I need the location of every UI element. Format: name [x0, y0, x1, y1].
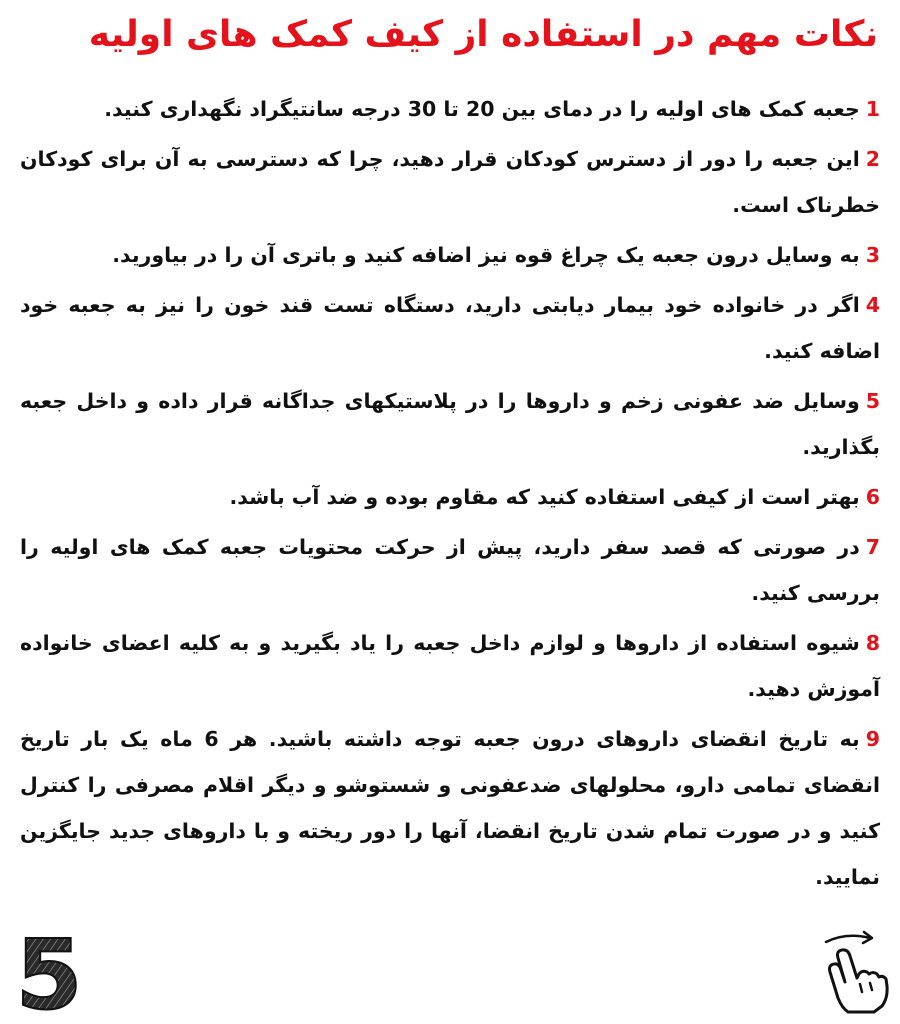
page-number	[14, 928, 84, 1014]
tips-list	[20, 86, 880, 904]
item-number: 1	[865, 97, 880, 121]
list-item	[20, 136, 880, 228]
list-item	[20, 232, 880, 278]
page-number-text: 5	[15, 928, 83, 1014]
list-item	[20, 86, 880, 132]
item-text: بهتر است از کیفی استفاده کنید که مقاوم بوده و ضد آب باشد.	[229, 485, 860, 509]
list-item	[20, 282, 880, 374]
item-text: به تاریخ انقضای داروهای درون جعبه توجه داشته باشید. هر 6 ماه یک بار تاریخ انقضای تمامی دارو، محلولهای ضدعفونی و شستوشو و دیگر اقلام مصرفی را کنترل کنید و در صورت تمام شدن تاریخ انقضا، آنها را دور ریخته و با داروهای جدید جایگزین نمایید.	[20, 727, 880, 889]
item-text: شیوه استفاده از داروها و لوازم داخل جعبه را یاد بگیرید و به کلیه اعضای خانواده آموزش دهید.	[20, 631, 880, 701]
item-number: 3	[865, 243, 880, 267]
list-item	[20, 716, 880, 900]
item-number: 2	[865, 147, 880, 171]
list-item	[20, 620, 880, 712]
item-number: 5	[865, 389, 880, 413]
item-text: جعبه کمک های اولیه را در دمای بین 20 تا 30 درجه سانتیگراد نگهداری کنید.	[104, 97, 860, 121]
item-number: 7	[865, 535, 880, 559]
page-title: نکات مهم در استفاده از کیف کمک های اولیه	[88, 14, 878, 55]
list-item	[20, 378, 880, 470]
item-number: 4	[865, 293, 880, 317]
item-number: 6	[865, 485, 880, 509]
item-text: به وسایل درون جعبه یک چراغ قوه نیز اضافه کنید و باتری آن را در بیاورید.	[112, 243, 860, 267]
swipe-hand-icon[interactable]	[812, 928, 892, 1014]
item-text: اگر در خانواده خود بیمار دیابتی دارید، دستگاه تست قند خون را نیز به جعبه خود اضافه کنید.	[20, 293, 880, 363]
item-number: 8	[865, 631, 880, 655]
item-text: در صورتی که قصد سفر دارید، پیش از حرکت محتویات جعبه کمک های اولیه را بررسی کنید.	[20, 535, 880, 605]
list-item	[20, 524, 880, 616]
item-text: این جعبه را دور از دسترس کودکان قرار دهید، چرا که دسترسی به آن برای کودکان خطرناک است.	[20, 147, 880, 217]
item-number: 9	[865, 727, 880, 751]
list-item	[20, 474, 880, 520]
item-text: وسایل ضد عفونی زخم و داروها را در پلاستیکهای جداگانه قرار داده و داخل جعبه بگذارید.	[20, 389, 880, 459]
